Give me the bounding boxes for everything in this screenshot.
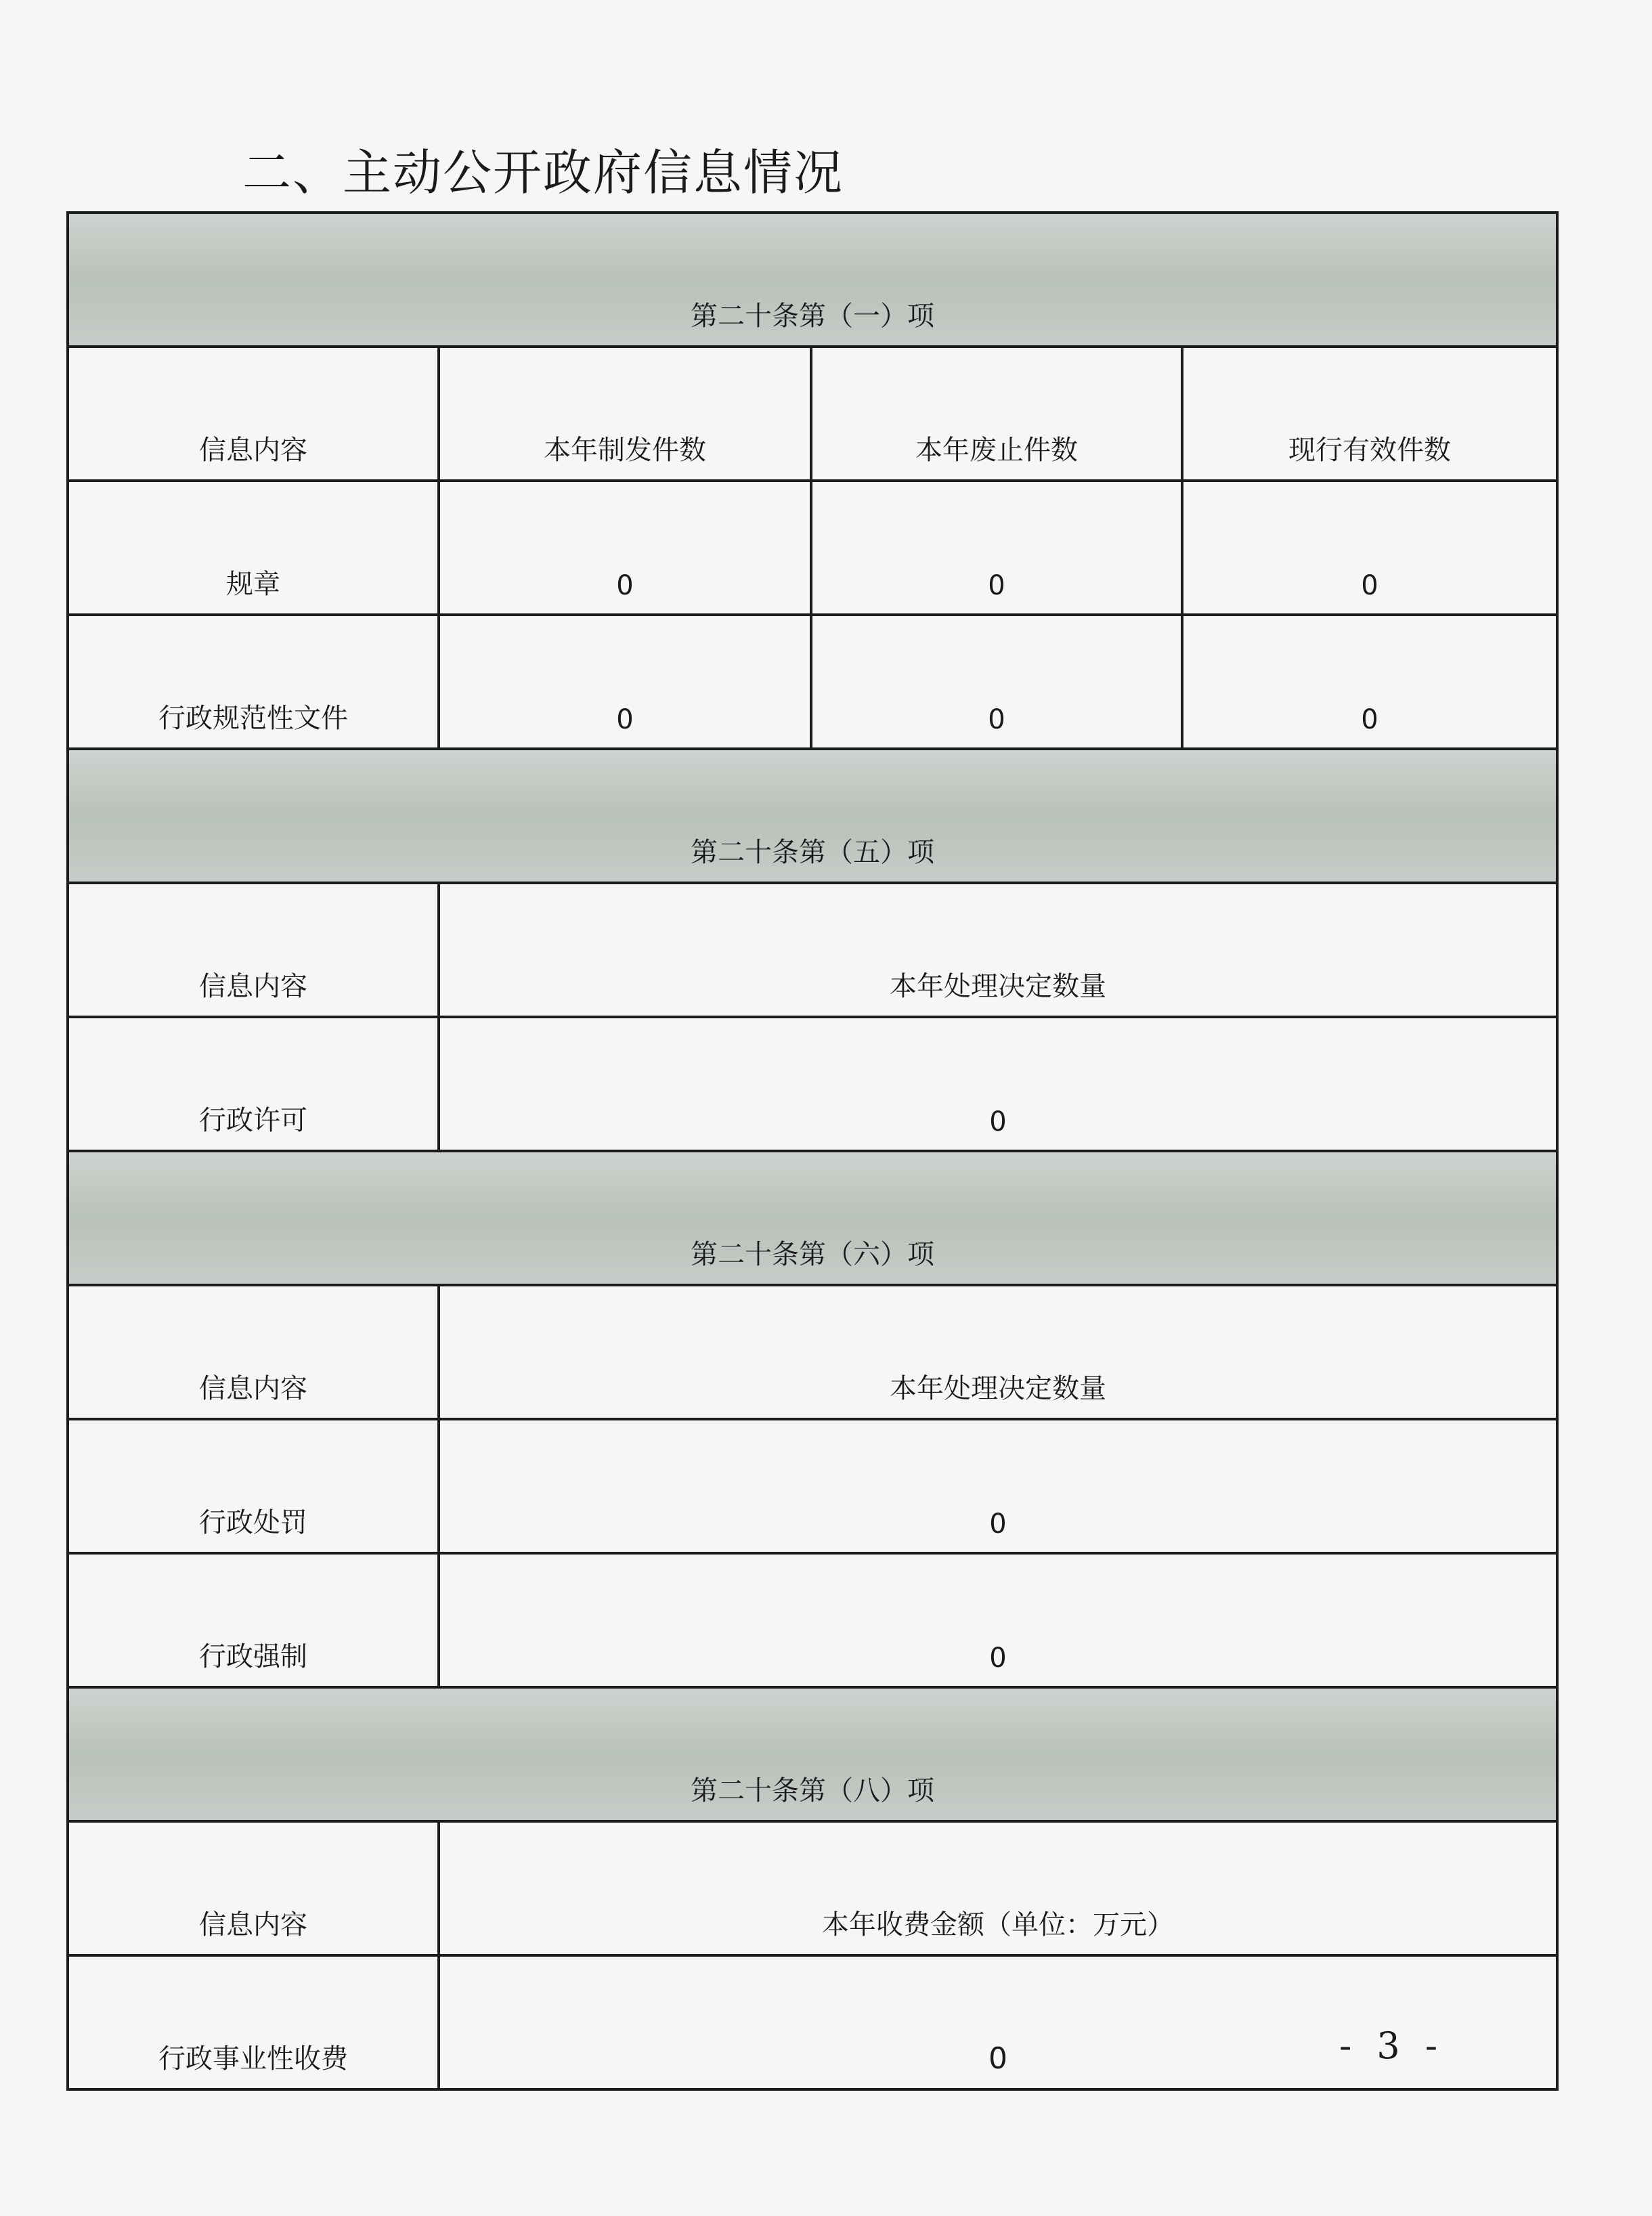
row-label: 行政许可 <box>68 1017 439 1151</box>
column-header: 信息内容 <box>68 347 439 481</box>
section-title: 第二十条第（五）项 <box>68 749 1557 883</box>
row-label: 行政处罚 <box>68 1419 439 1553</box>
section-header-row <box>68 213 1557 347</box>
table-row <box>68 1017 1557 1151</box>
table-row <box>68 481 1557 615</box>
column-header: 信息内容 <box>68 883 439 1017</box>
column-header: 信息内容 <box>68 1821 439 1955</box>
cell-value: 0 <box>811 481 1182 615</box>
table-row <box>68 1955 1557 2089</box>
section-title: 第二十条第（一）项 <box>68 213 1557 347</box>
column-header: 信息内容 <box>68 1285 439 1419</box>
cell-value: 0 <box>1182 481 1557 615</box>
cell-value: 0 <box>439 1553 1557 1687</box>
table-row <box>68 1553 1557 1687</box>
section-title: 第二十条第（六）项 <box>68 1151 1557 1285</box>
disclosure-table <box>66 211 1559 2091</box>
row-label: 行政强制 <box>68 1553 439 1687</box>
row-label: 规章 <box>68 481 439 615</box>
cell-value: 0 <box>1182 615 1557 749</box>
column-header: 本年收费金额（单位：万元） <box>439 1821 1557 1955</box>
column-header: 本年制发件数 <box>439 347 811 481</box>
section-header-row <box>68 1687 1557 1821</box>
cell-value: 0 <box>439 481 811 615</box>
column-header: 本年废止件数 <box>811 347 1182 481</box>
cell-value: 0 <box>439 1017 1557 1151</box>
column-header-row <box>68 1285 1557 1419</box>
table-row <box>68 615 1557 749</box>
page-title: 二、主动公开政府信息情况 <box>242 144 844 201</box>
section-header-row <box>68 749 1557 883</box>
column-header: 本年处理决定数量 <box>439 883 1557 1017</box>
cell-value: 0 <box>439 615 811 749</box>
column-header-row <box>68 1821 1557 1955</box>
row-label: 行政事业性收费 <box>68 1955 439 2089</box>
page-number: - 3 - <box>1339 2024 1445 2067</box>
column-header: 现行有效件数 <box>1182 347 1557 481</box>
cell-value: 0 <box>811 615 1182 749</box>
row-label: 行政规范性文件 <box>68 615 439 749</box>
cell-value: 0 <box>439 1955 1557 2089</box>
column-header-row <box>68 883 1557 1017</box>
column-header: 本年处理决定数量 <box>439 1285 1557 1419</box>
cell-value: 0 <box>439 1419 1557 1553</box>
table-row <box>68 1419 1557 1553</box>
column-header-row <box>68 347 1557 481</box>
section-header-row <box>68 1151 1557 1285</box>
section-title: 第二十条第（八）项 <box>68 1687 1557 1821</box>
